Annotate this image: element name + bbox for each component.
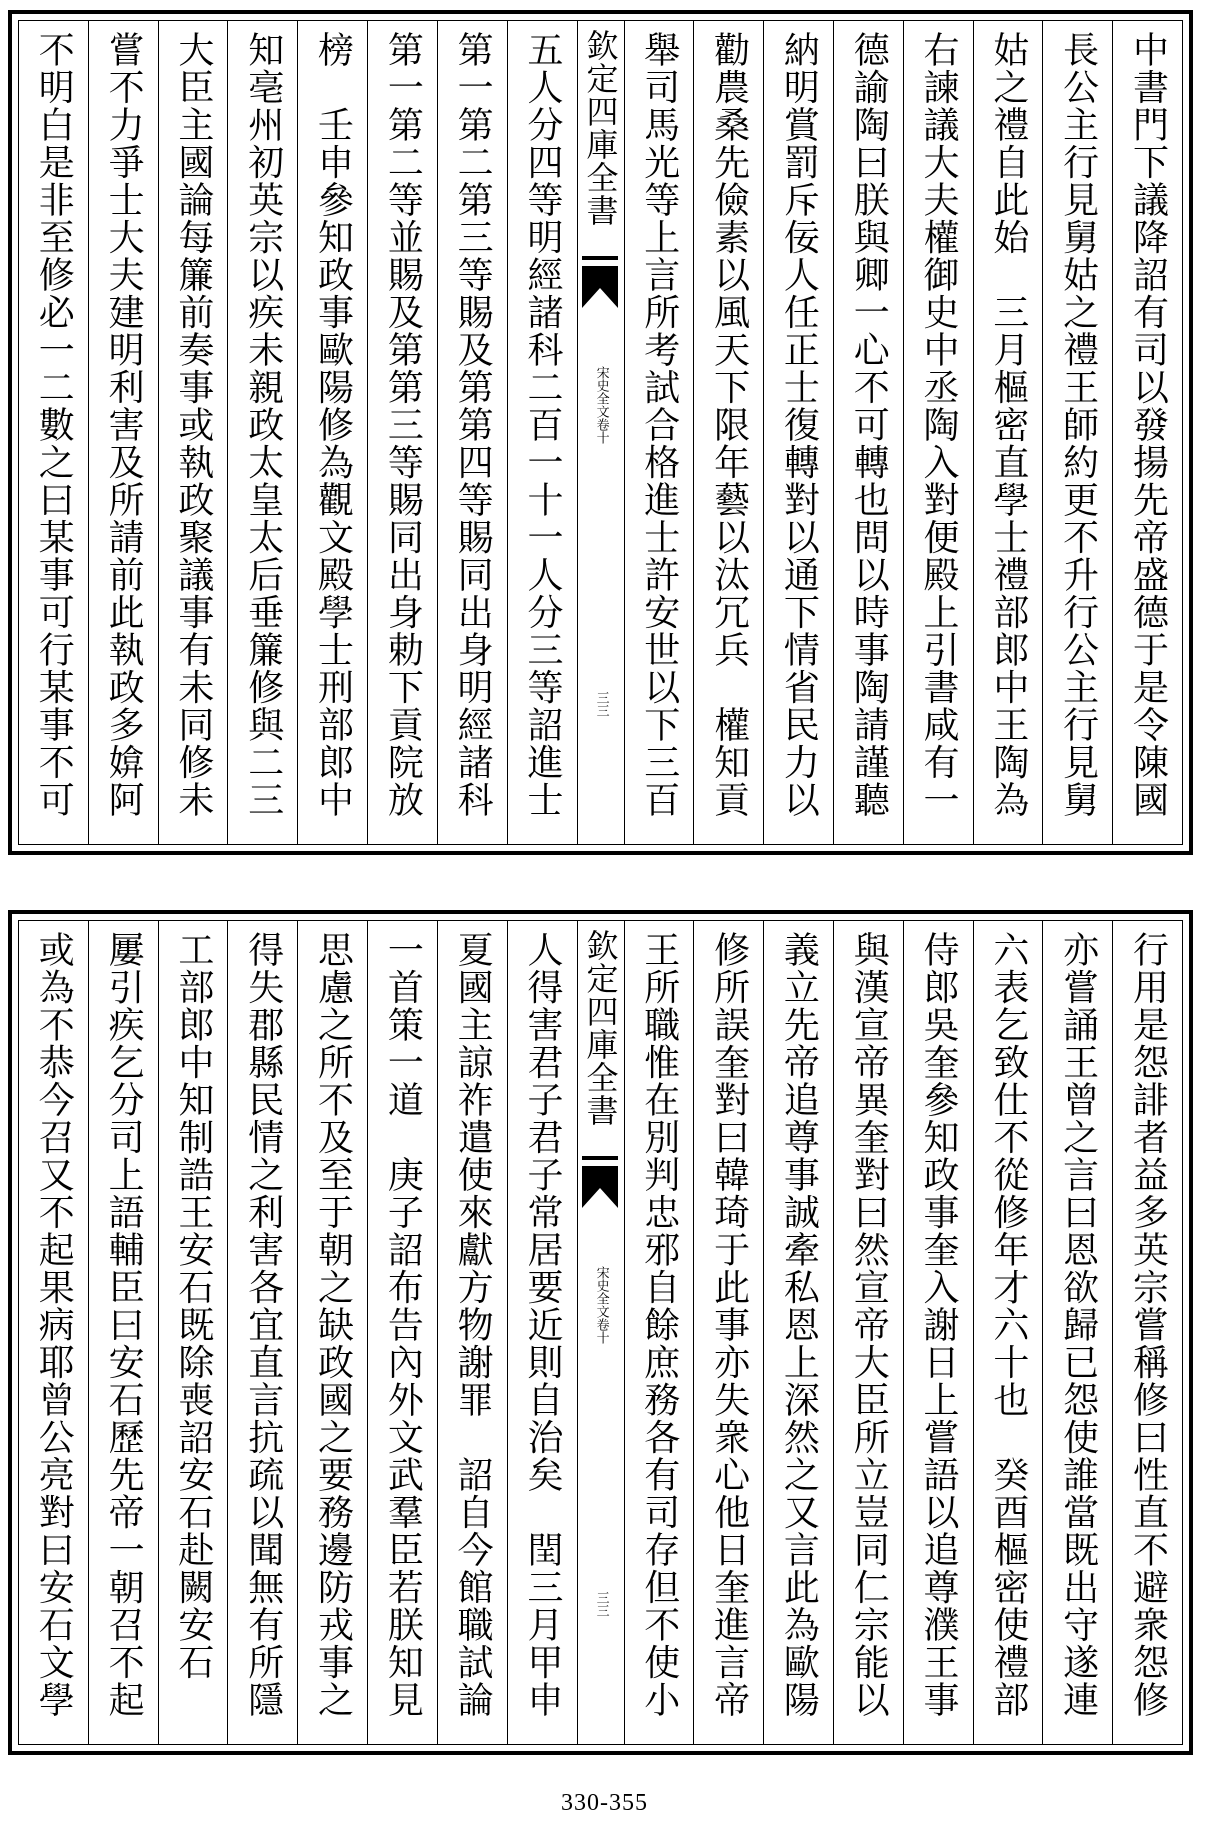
fish-tail-mark-icon	[582, 1156, 618, 1208]
column-text: 思慮之所不及至于朝之缺政國之要務邊防戎事之	[312, 931, 354, 1719]
column-text: 勸農桑先儉素以風天下限年藝以汰冗兵 權知貢	[708, 31, 750, 819]
column-text: 榜 壬申參知政事歐陽修為觀文殿學士刑部郎中	[312, 31, 354, 819]
text-column	[693, 21, 763, 844]
column-text: 第一第二第三等賜及第第四等賜同出身明經諸科	[452, 31, 494, 819]
text-column	[88, 21, 158, 844]
text-column	[19, 21, 88, 844]
column-text: 第一第二等並賜及第第三等賜同出身勅下貢院放	[382, 31, 424, 819]
text-column	[227, 921, 297, 1744]
column-text: 修所誤奎對曰韓琦于此事亦失衆心他日奎進言帝	[708, 931, 750, 1719]
page-bottom	[8, 910, 1193, 1755]
text-column	[833, 921, 903, 1744]
column-text: 行用是怨誹者益多英宗嘗稱修曰性直不避衆怨修	[1127, 931, 1169, 1719]
column-text: 舉司馬光等上言所考試合格進士許安世以下三百	[638, 31, 680, 819]
page-frame	[18, 20, 1183, 845]
text-column	[19, 921, 88, 1744]
column-text: 得失郡縣民情之利害各宜直言抗疏以聞無有所隱	[242, 931, 284, 1719]
text-column	[1042, 921, 1112, 1744]
fish-tail-mark-icon	[582, 256, 618, 308]
text-column	[903, 21, 973, 844]
column-text: 王所職惟在別判忠邪自餘庶務各有司存但不使小	[638, 931, 680, 1719]
text-columns	[19, 921, 1182, 1744]
column-text: 五人分四等明經諸科二百一十一人分三等詔進士	[521, 31, 563, 819]
text-column	[833, 21, 903, 844]
column-text: 一首策一道 庚子詔布告內外文武羣臣若朕知見	[382, 931, 424, 1719]
column-text: 德諭陶曰朕與卿一心不可轉也問以時事陶請謹聽	[848, 31, 890, 819]
text-column	[624, 921, 694, 1744]
text-column	[507, 921, 577, 1744]
column-text: 與漢宣帝異奎對曰然宣帝大臣所立豈同仁宗能以	[848, 931, 890, 1719]
column-text: 人得害君子君子常居要近則自治矣 閏三月甲申	[521, 931, 563, 1719]
text-column	[1112, 921, 1182, 1744]
column-text: 姑之禮自此始 三月樞密直學士禮部郎中王陶為	[987, 31, 1029, 819]
folio-number: 三三	[593, 1591, 609, 1617]
column-text: 侍郎吳奎參知政事奎入謝日上嘗語以追尊濮王事	[918, 931, 960, 1719]
column-text: 中書門下議降詔有司以發揚先帝盛德于是令陳國	[1127, 31, 1169, 819]
text-column	[158, 21, 228, 844]
column-text: 夏國主諒祚遣使來獻方物謝罪 詔自今館職試論	[452, 931, 494, 1719]
column-text: 工部郎中知制誥王安石既除喪詔安石赴闕安石	[172, 931, 214, 1681]
text-column	[227, 21, 297, 844]
text-column	[903, 921, 973, 1744]
text-column	[367, 921, 437, 1744]
text-column	[297, 21, 367, 844]
volume-label: 宋史全文卷十	[593, 366, 609, 444]
column-text: 知亳州初英宗以疾未親政太皇太后垂簾修與二三	[242, 31, 284, 819]
text-column	[624, 21, 694, 844]
text-column	[1042, 21, 1112, 844]
text-column	[437, 21, 507, 844]
text-column	[297, 921, 367, 1744]
column-text: 大臣主國論每簾前奏事或執政聚議事有未同修未	[172, 31, 214, 819]
column-text: 右諫議大夫權御史中丞陶入對便殿上引書咸有一	[918, 31, 960, 819]
text-columns	[19, 21, 1182, 844]
text-column	[763, 921, 833, 1744]
column-text: 六表乞致仕不從修年才六十也 癸酉樞密使禮部	[987, 931, 1029, 1719]
page-number-footer: 330-355	[561, 1790, 648, 1816]
column-text: 納明賞罰斥佞人任正士復轉對以通下情省民力以	[778, 31, 820, 819]
column-text: 亦嘗誦王曾之言曰恩欲歸已怨使誰當既出守遂連	[1057, 931, 1099, 1719]
column-text: 屢引疾乞分司上語輔臣曰安石歷先帝一朝召不起	[103, 931, 145, 1719]
text-column	[437, 921, 507, 1744]
column-text: 長公主行見舅姑之禮王師約更不升行公主行見舅	[1057, 31, 1099, 819]
text-column	[367, 21, 437, 844]
volume-label: 宋史全文卷十	[593, 1266, 609, 1344]
text-column	[973, 921, 1043, 1744]
column-text: 不明白是非至修必一二數之曰某事可行某事不可	[33, 31, 75, 819]
center-fold	[577, 21, 624, 844]
center-fold	[577, 921, 624, 1744]
column-text: 義立先帝追尊事誠牽私恩上深然之又言此為歐陽	[778, 931, 820, 1719]
book-title: 欽定四庫全書	[581, 929, 620, 1127]
text-column	[693, 921, 763, 1744]
text-column	[763, 21, 833, 844]
page-frame	[18, 920, 1183, 1745]
text-column	[973, 21, 1043, 844]
folio-number: 三三	[593, 691, 609, 717]
text-column	[158, 921, 228, 1744]
book-title: 欽定四庫全書	[581, 29, 620, 227]
column-text: 或為不恭今召又不起果病耶曾公亮對曰安石文學	[33, 931, 75, 1719]
text-column	[88, 921, 158, 1744]
column-text: 嘗不力爭士大夫建明利害及所請前此執政多媕阿	[103, 31, 145, 819]
text-column	[507, 21, 577, 844]
text-column	[1112, 21, 1182, 844]
page-top	[8, 10, 1193, 855]
